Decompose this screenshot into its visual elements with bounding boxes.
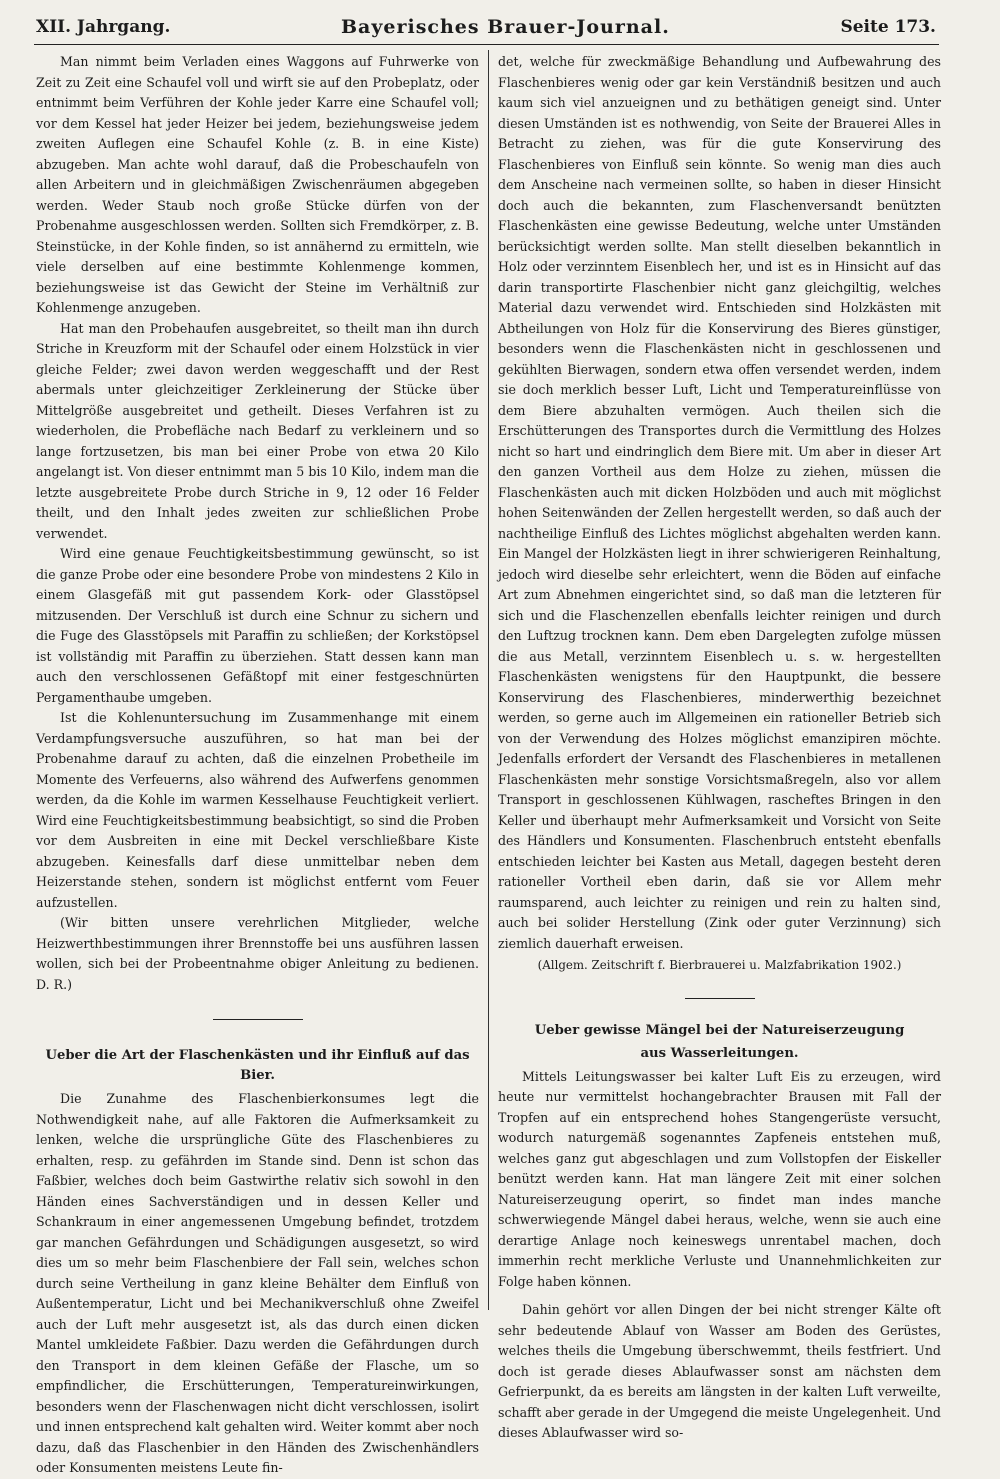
right-column [498,52,941,1444]
paragraph: Hat man den Probehaufen ausgebreitet, so theilt man ihn durch Striche in Kreuzform mit der Schaufel oder einem Holzstück in vier gleiche Felder; zwei davon werden weggeschafft und der Rest abermals unter gleichzeitiger Zerkleinerung der Stücke über Mittelgröße ausgebreitet und getheilt. Dieses Verfahren ist zu wiederholen, die Probefläche nach Bedarf zu verkleinern und so lange fortzusetzen, bis man bei einer Probe von etwa 20 Kilo angelangt ist. Von dieser entnimmt man 5 bis 10 Kilo, indem man die letzte ausgebreitete Probe durch Striche in 9, 12 oder 16 Felder theilt, und den Inhalt jedes zweiten zur schließlichen Probe verwendet. [36,320,479,541]
article-title-line-2: aus Wasserleitungen. [640,1045,799,1061]
paragraph: det, welche für zweckmäßige Behandlung und Aufbewahrung des Flaschenbieres wenig oder gar kein Verständniß besitzen und auch kaum sich viel anzueignen und zu bethätigen geneigt sind. Unter diesen Umständen ist es nothwendig, von Seite der Brauerei Alles in Betracht zu ziehen, was für die gute Konservirung des Flaschenbieres von Einfluß sein könnte. So wenig man dies auch dem Anscheine nach vermeinen sollte, so haben in dieser Hinsicht doch auch die bekannten, zum Flaschenversandt benützten Flaschenkästen eine gewisse Bedeutung, welche unter Umständen berücksichtigt werden sollte. Man stellt dieselben bekanntlich in Holz oder verzinntem Eisenblech her, und ist es in Hinsicht auf das darin transportirte Flaschenbier nicht ganz gleichgiltig, welches Material dazu verwendet wird. Entschieden sind Holzkästen mit Abtheilungen von Holz für die Konservirung des Bieres günstiger, besonders wenn die Flaschenkästen nicht in geschlossenen und gekühlten Bierwagen, sondern etwa offen versendet werden, indem sie doch merklich besser Luft, Licht und Temperatureinflüsse von dem Biere abzuhalten vermögen. Auch theilen sich die Erschütterungen des Transportes durch die Vermittlung des Holzes nicht so hart und eindringlich dem Biere mit. Um aber in dieser Art den ganzen Vortheil aus dem Holze zu ziehen, müssen die Flaschenkästen auch mit dicken Holzböden und auch mit möglichst hohen Seitenwänden der Zellen hergestellt werden, so daß auch der nachtheilige Einfluß des Lichtes möglichst abgehalten werden kann. Ein Mangel der Holzkästen liegt in ihrer schwierigeren Reinhaltung, jedoch wird dieselbe sehr erleichtert, wenn die Böden auf einfache Art zum Abnehmen eingerichtet sind, so daß man die letzteren für sich und die Flaschenzellen ebenfalls leichter reinigen und durch den Luftzug trocknen kann. Dem eben Dargelegten zufolge müssen die aus Metall, verzinntem Eisenblech u. s. w. hergestellten Flaschenkästen wenigstens für den Hauptpunkt, die bessere Konservirung des Flaschenbieres, minderwerthig bezeichnet werden, so gerne auch im Allgemeinen ein rationeller Betrieb sich von der Verwendung des Holzes möglichst emanzipiren möchte. Jedenfalls erfordert der Versandt des Flaschenbieres in metallenen Flaschenkästen mehr sonstige Vorsichtsmaßregeln, also vor allem Transport in geschlossenen Kühlwagen, rascheftes Bringen in den Keller und überhaupt mehr Aufmerksamkeit und Vorsicht von Seite des Händlers und Konsumenten. Flaschenbruch entsteht ebenfalls entschieden leichter bei Kasten aus Metall, dagegen besteht deren rationeller Vortheil eben darin, daß sie vor Allem mehr raumsparend, auch leichter zu reinigen und rein zu halten sind, auch bei solider Herstellung (Zink oder guter Verzinnung) sich ziemlich dauerhaft erweisen. [498,54,941,951]
article-title-line-1: Ueber gewisse Mängel bei der Natureiserzeugung [534,1022,905,1038]
paragraph: Ist die Kohlenuntersuchung im Zusammenhange mit einem Verdampfungsversuche auszuführen, so hat man bei der Probenahme darauf zu achten, daß die einzelnen Probetheile im Momente des Verfeuerns, also während des Aufwerfens genommen werden, da die Kohle im warmen Kesselhause Feuchtigkeit verliert. Wird eine Feuchtigkeitsbestimmung beabsichtigt, so sind die Proben vor dem Ausbreiten in eine mit Deckel verschließbare Kiste abzugeben. Keinesfalls darf diese unmittelbar neben dem Heizerstande stehen, sondern ist möglichst entfernt vom Feuer aufzustellen. [36,710,479,910]
citation: (Allgem. Zeitschrift f. Bierbrauerei u. Malzfabrikation 1902.) [537,958,902,972]
paragraph: Die Zunahme des Flaschenbierkonsumes legt die Nothwendigkeit nahe, auf alle Faktoren die Aufmerksamkeit zu lenken, welche die ursprüngliche Güte des Flaschenbieres zu erhalten, resp. zu gefährden im Stande sind. Denn ist schon das Faßbier, welches doch beim Gastwirthe relativ sich sowohl in den Händen eines Sachverständigen und in dessen Keller und Schankraum in einer angemessenen Umgebung befindet, trotzdem gar manchen Gefährdungen und Schädigungen ausgesetzt, so wird dies um so mehr beim Flaschenbiere der Fall sein, welches schon durch seine Vertheilung in ganz kleine Behälter dem Einfluß von Außentemperatur, Licht und bei Mechanikverschluß ohne Zweifel auch der Luft mehr ausgesetzt ist, als das durch einen dicken Mantel umkleidete Faßbier. Dazu werden die Gefährdungen durch den Transport in dem kleinen Gefäße der Flasche, um so empfindlicher, die Erschütterungen, Temperatureinwirkungen, besonders wenn der Flaschenwagen nicht dicht verschlossen, isolirt und innen entsprechend kalt gehalten wird. Weiter kommt aber noch dazu, daß das Flaschenbier in den Händen des Zwischenhändlers oder Konsumenten meistens Leute fin- [36,1091,479,1475]
column-divider [488,50,489,1310]
paragraph: Mittels Leitungswasser bei kalter Luft Eis zu erzeugen, wird heute nur vermittelst hochangebrachter Brausen mit Fall der Tropfen auf ein entsprechend hohes Stangengerüste versucht, wodurch naturgemäß sogenanntes Zapfeneis entstehen muß, welches ganz gut abgeschlagen und zum Vollstopfen der Eiskeller benützt werden kann. Hat man längere Zeit mit einer solchen Natureiserzeugung operirt, so findet man indes manche schwerwiegende Mängel dabei heraus, welche, wenn sie auch eine derartige Anlage noch keineswegs unrentabel machen, doch immerhin recht merkliche Verluste und Unannehmlichkeiten zur Folge haben können. [498,1068,941,1289]
journal-title: Bayerisches Brauer-Journal. [340,16,670,38]
volume-label: XII. Jahrgang. [36,17,171,37]
page-number: Seite 173. [840,17,936,37]
section-separator [213,1019,303,1020]
editor-note: (Wir bitten unsere verehrlichen Mitglieder, welche Heizwerthbestimmungen ihrer Brennstoffe bei uns ausführen lassen wollen, sich bei der Probeentnahme obiger Anleitung zu bedienen. D. R.) [36,915,479,992]
article-title: Ueber die Art der Flaschenkästen und ihr Einfluß auf das Bier. [45,1048,470,1083]
page-header [36,12,936,42]
section-separator [685,998,755,999]
header-rule [34,44,939,45]
paragraph: Man nimmt beim Verladen eines Waggons auf Fuhrwerke von Zeit zu Zeit eine Schaufel voll und wirft sie auf den Probeplatz, oder entnimmt beim Verführen der Kohle jeder Karre eine Schaufel voll; vor dem Kessel hat jeder Heizer bei jedem, beziehungsweise jedem zweiten Auflegen eine Schaufel Kohle (z. B. in eine Kiste) abzugeben. Man achte wohl darauf, daß die Probeschaufeln von allen Arbeitern und in gleichmäßigen Zwischenräumen abgegeben werden. Weder Staub noch große Stücke dürfen von der Probenahme ausgeschlossen werden. Sollten sich Fremdkörper, z. B. Steinstücke, in der Kohle finden, so ist annähernd zu ermitteln, wie viele derselben auf eine bestimmte Kohlenmenge kommen, beziehungsweise ist das Gewicht der Steine im Verhältniß zur Kohlenmenge anzugeben. [36,54,479,315]
left-column [36,52,479,1479]
paragraph: Wird eine genaue Feuchtigkeitsbestimmung gewünscht, so ist die ganze Probe oder eine besondere Probe von mindestens 2 Kilo in einem Glasgefäß mit gut passendem Kork- oder Glasstöpsel mitzusenden. Der Verschluß ist durch eine Schnur zu sichern und die Fuge des Glasstöpsels mit Paraffin zu schließen; der Korkstöpsel ist vollständig mit Paraffin zu überziehen. Statt dessen kann man auch den verschlossenen Gefäßtopf mit einer festgeschnürten Pergamenthaube umgeben. [36,546,479,705]
paragraph: Dahin gehört vor allen Dingen der bei nicht strenger Kälte oft sehr bedeutende Ablauf von Wasser am Boden des Gerüstes, welches theils die Umgebung überschwemmt, theils festfriert. Und doch ist gerade dieses Ablaufwasser sonst am nächsten dem Gefrierpunkt, da es bereits am längsten in der kalten Luft verweilte, schafft aber gerade in der Umgegend die meiste Ungelegenheit. Und dieses Ablaufwasser wird so- [498,1302,941,1440]
